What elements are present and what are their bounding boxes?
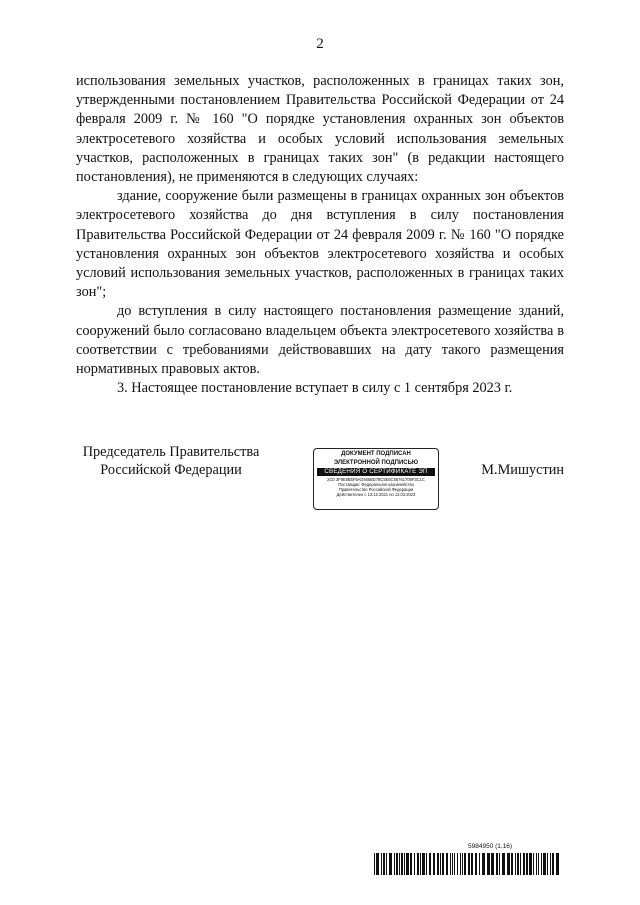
- electronic-signature-stamp: [313, 448, 439, 510]
- paragraph-effective-date: 3. Настоящее постановление вступает в силу с 1 сентября 2023 г.: [117, 380, 513, 397]
- document-code: 5984950 (1.16): [468, 843, 513, 850]
- signatory-position-line2: Российской Федерации: [100, 462, 242, 478]
- signatory-position-line1: Председатель Правительства: [82, 444, 260, 460]
- stamp-validity: Действителен с 13.12.2021 по 13.03.2023: [336, 492, 416, 497]
- signatory-position: [76, 443, 266, 479]
- paragraph-continuation: использования земельных участков, расположенных в границах таких зон, утвержденными постановлением Правительства Российской Федерации от 24 февраля 2009 г. № 160 "О порядке установления охранных зон объектов электросетевого хозяйства и особых условий использования земельных участков, расположенных в границах таких зон" (в редакции настоящего постановления), не применяются в следующих случаях:: [76, 73, 564, 186]
- body-text: [76, 72, 564, 398]
- page-number: 2: [316, 36, 324, 52]
- barcode-icon: [374, 853, 560, 875]
- stamp-heading-line2: ЭЛЕКТРОННОЙ ПОДПИСЬЮ: [333, 460, 419, 466]
- stamp-certificate-number: 2C0 3F9E8B5F9AD466BD78C5E6C65761709F3C1C: [327, 477, 425, 482]
- stamp-issuer-line2: Правительство Российской Федерации: [338, 487, 414, 492]
- paragraph-building-placed: здание, сооружение были размещены в границах охранных зон объектов электросетевого хозяйства до дня вступления в силу постановления Правительства Российской Федерации от 24 февраля 2009 г. № 160 "О порядке установления охранных зон объектов электросетевого хозяйства и особых условий использования земельных участков, расположенных в границах таких зон";: [76, 188, 564, 301]
- stamp-heading-line1: ДОКУМЕНТ ПОДПИСАН: [341, 451, 411, 457]
- paragraph-placement-agreed: до вступления в силу настоящего постановления размещение зданий, сооружений было согласовано владельцем объекта электросетевого хозяйства в соответствии с требованиями действовавших на дату такого размещения нормативных правовых актов.: [76, 303, 564, 378]
- signatory-name: М.Мишустин: [481, 462, 564, 478]
- stamp-certificate-band: СВЕДЕНИЯ О СЕРТИФИКАТЕ ЭП: [317, 468, 435, 476]
- stamp-issuer-line1: Поставщик: Федеральное казначейство: [338, 482, 414, 487]
